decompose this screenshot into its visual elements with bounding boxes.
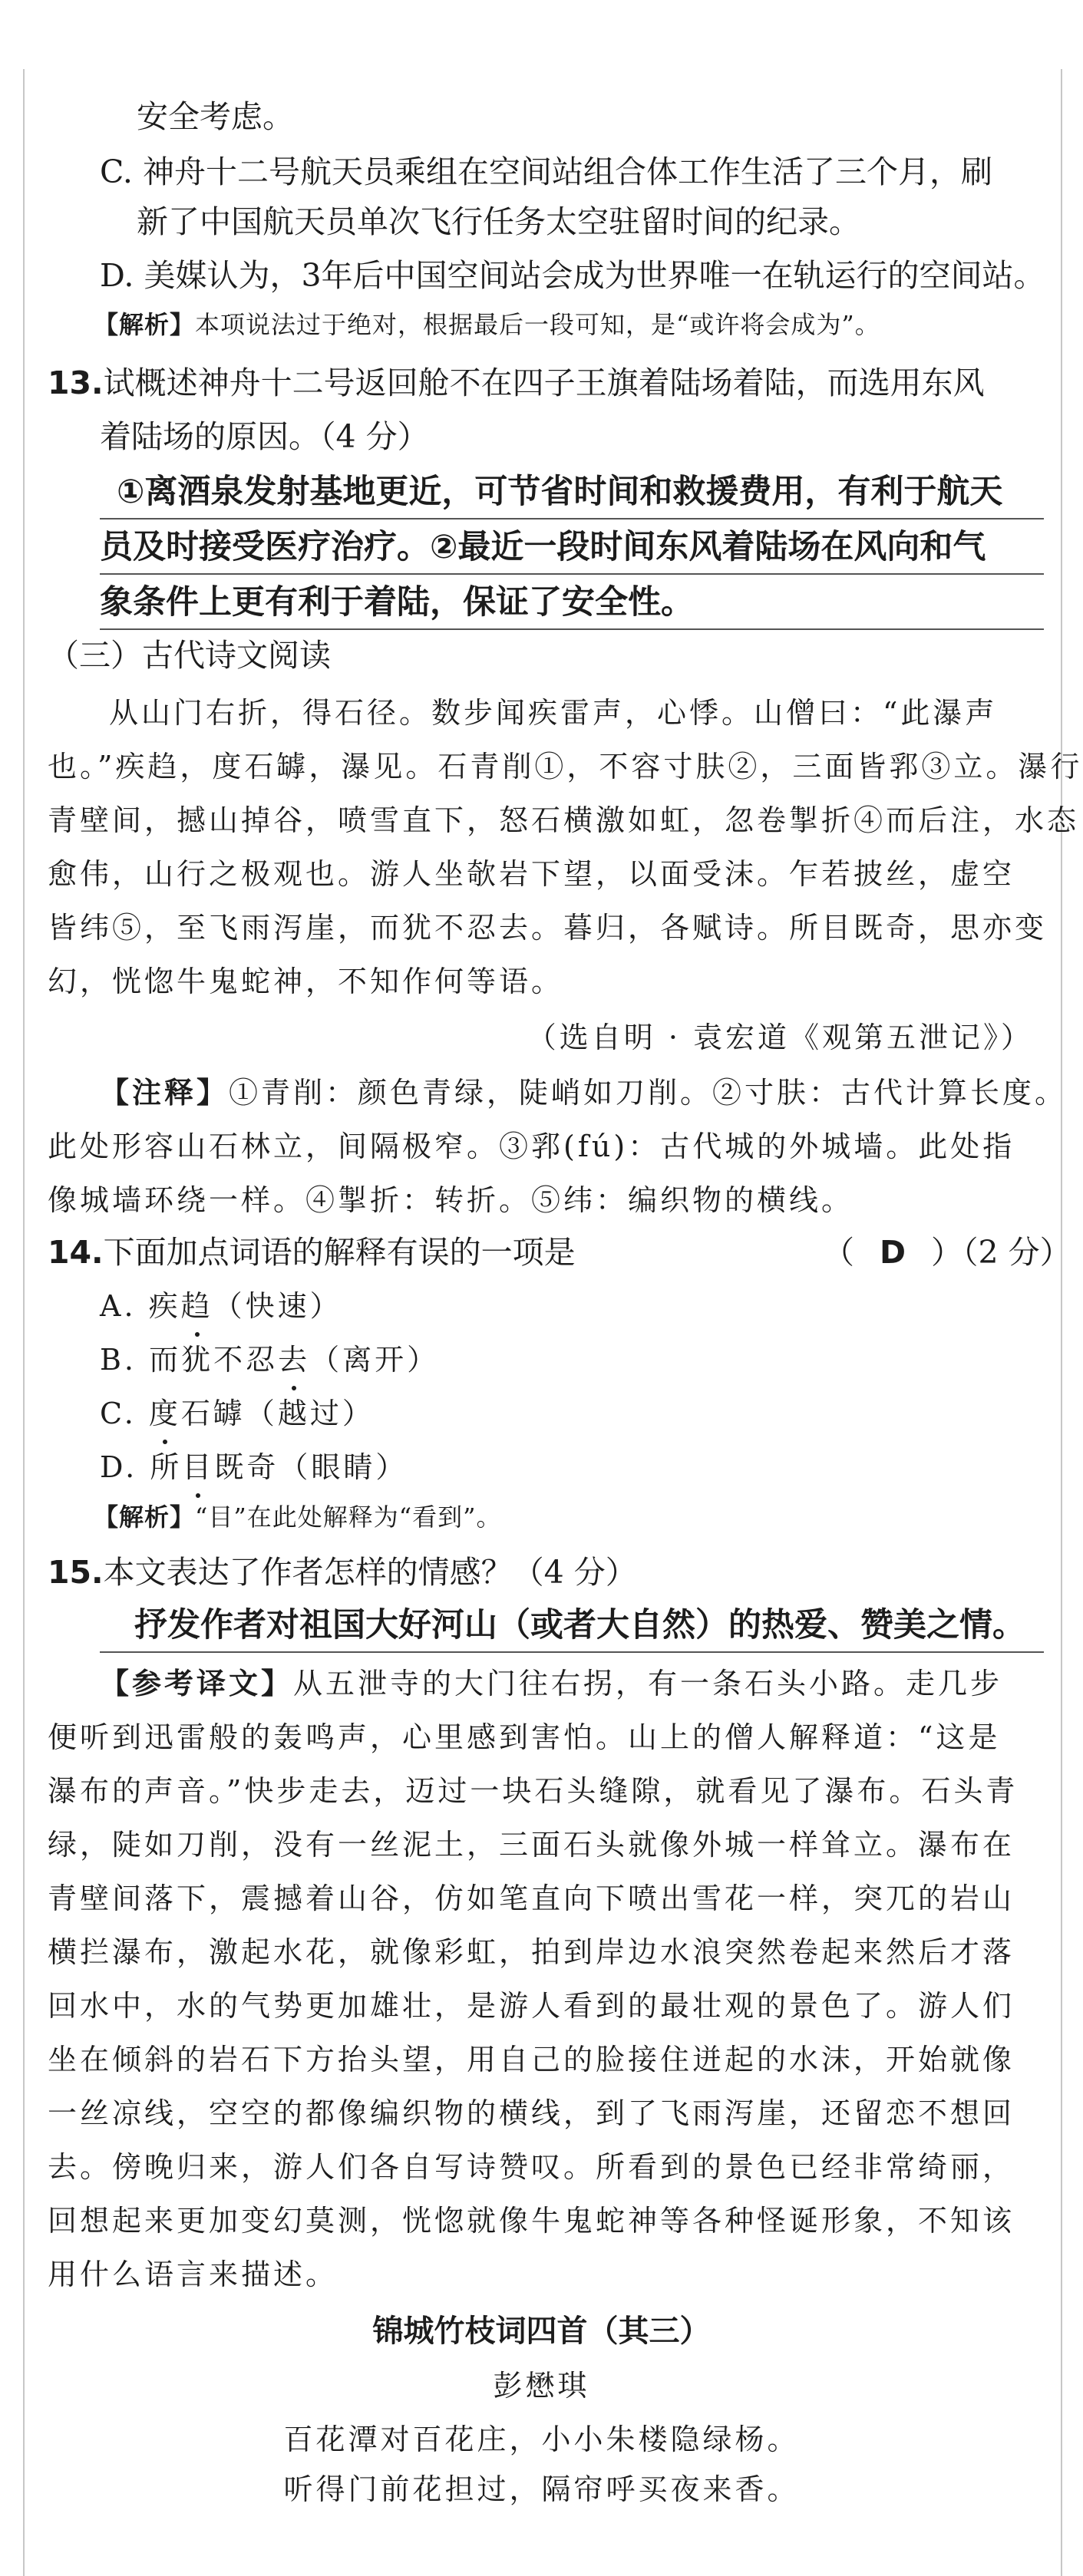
passage-line: 青壁间，撼山掉谷，喷雪直下，怒石横激如虹，忽卷掣折④而后注，水态 — [48, 803, 1080, 837]
option-letter: C. — [100, 1397, 149, 1430]
notes-tag: 【注释】 — [100, 1075, 229, 1110]
answer-underline — [100, 573, 1044, 575]
q14-analysis — [94, 1499, 501, 1535]
answer-underline — [100, 518, 1044, 519]
translation-line: 青壁间落下，震撼着山谷，仿如笔直向下喷出雪花一样，突兀的岩山 — [48, 1882, 1015, 1915]
poem-title: 锦城竹枝词四首（其三） — [372, 2314, 711, 2349]
question-number: 14. — [48, 1234, 104, 1271]
translation-line: 回想起来更加变幻莫测，恍惚就像牛鬼蛇神等各种怪诞形象，不知该 — [48, 2204, 1015, 2238]
option-d-line: D. 美媒认为，3年后中国空间站会成为世界唯一在轨运行的空间站。 — [100, 257, 1045, 294]
q13-line1 — [48, 357, 985, 409]
bracket-close: ） — [931, 1234, 962, 1271]
translation-line: 横拦瀑布，激起水花，就像彩虹，拍到岸边水浪突然卷起来然后才落 — [48, 1935, 1015, 1969]
passage-line: 从山门右折，得石径。数步闻疾雷声，心悸。山僧曰：“此瀑声 — [109, 696, 998, 730]
q13-line2: 着陆场的原因。（4 分） — [100, 418, 429, 455]
question-text: 下面加点词语的解释有误的一项是 — [103, 1234, 576, 1271]
bracket-open: （ — [823, 1234, 854, 1271]
option-text: 而犹不忍 — [149, 1343, 279, 1377]
q14-option-b — [100, 1334, 439, 1386]
translation-tag: 【参考译文】 — [100, 1666, 294, 1700]
translation-line: 去。傍晚归来，游人们各自写诗赞叹。所看到的景色已经非常绮丽， — [48, 2150, 1015, 2184]
dotted-word: 度 — [149, 1387, 181, 1440]
q14-stem — [48, 1226, 576, 1278]
notes-line: 像城墙环绕一样。④掣折：转折。⑤纬：编织物的横线。 — [48, 1183, 854, 1217]
option-letter: B. — [100, 1343, 150, 1377]
option-gloss: （越过） — [245, 1397, 375, 1430]
score: （2 分） — [962, 1234, 1071, 1271]
option-text: 既奇 — [214, 1450, 279, 1484]
poem-line: 百花潭对百花庄，小小朱楼隐绿杨。 — [283, 2423, 800, 2456]
q14-answer-bracket — [823, 1226, 1071, 1278]
translation-text: 从五泄寺的大门往右拐，有一条石头小路。走几步 — [293, 1667, 1003, 1700]
q15-answer: 抒发作者对祖国大好河山（或者大自然）的热爱、赞美之情。 — [134, 1606, 1025, 1644]
analysis-tag: 【解析】 — [94, 310, 196, 339]
passage-line: 愈伟，山行之极观也。游人坐欹岩下望，以面受沫。乍若披丝，虚空 — [48, 857, 1015, 891]
analysis-text: “目”在此处解释为“看到”。 — [195, 1502, 502, 1532]
question-number: 13. — [48, 364, 104, 401]
option-letter: A. — [100, 1289, 149, 1323]
option-gloss: （眼睛） — [279, 1450, 408, 1484]
question-number: 15. — [48, 1554, 104, 1591]
poem-line: 听得门前花担过，隔帘呼买夜来香。 — [283, 2472, 800, 2506]
translation-line: 用什么语言来描述。 — [48, 2258, 338, 2291]
q13-answer-line1: ①离酒泉发射基地更近，可节省时间和救援费用，有利于航天 — [117, 473, 1003, 511]
translation-line: 便听到迅雷般的轰鸣声，心里感到害怕。山上的僧人解释道：“这是 — [48, 1720, 1001, 1754]
passage-source: （选自明 · 袁宏道《观第五泄记》） — [527, 1021, 1033, 1054]
translation-line: 绿，陡如刀削，没有一丝泥土，三面石头就像外城一样耸立。瀑布在 — [48, 1828, 1015, 1862]
dotted-word: 趋 — [181, 1280, 213, 1332]
translation-line1 — [100, 1657, 1002, 1710]
left-margin-rule — [23, 69, 25, 2576]
notes-text: ①青削：颜色青绿，陡峭如刀削。②寸肤：古代计算长度。 — [229, 1076, 1068, 1110]
answer-underline — [100, 1651, 1044, 1653]
q14-answer: D — [879, 1234, 906, 1271]
notes-line: 此处形容山石林立，间隔极窄。③郛(fú)：古代城的外城墙。此处指 — [48, 1130, 1015, 1163]
option-b-continuation: 安全考虑。 — [137, 98, 294, 135]
translation-line: 坐在倾斜的岩石下方抬头望，用自己的脸接住迸起的水沫，开始就像 — [48, 2043, 1015, 2076]
poem-author: 彭懋琪 — [493, 2369, 590, 2403]
q13-answer-line2: 员及时接受医疗治疗。②最近一段时间东风着陆场在风向和气 — [100, 528, 986, 566]
q14-option-a — [100, 1280, 342, 1332]
translation-line: 瀑布的声音。”快步走去，迈过一块石头缝隙，就看见了瀑布。石头青 — [48, 1774, 1019, 1808]
q14-option-c — [100, 1387, 375, 1440]
passage-line: 幻，恍惚牛鬼蛇神，不知作何等语。 — [48, 965, 564, 998]
passage-line: 也。”疾趋，度石罅，瀑见。石青削①，不容寸肤②，三面皆郛③立。瀑行 — [48, 750, 1083, 783]
option-gloss: （离开） — [310, 1343, 440, 1377]
right-margin-rule — [1061, 69, 1062, 2576]
dotted-word: 去 — [278, 1334, 310, 1386]
question-text: 试概述神舟十二号返回舱不在四子王旗着陆场着陆，而选用东风 — [103, 364, 985, 401]
analysis-text: 本项说法过于绝对，根据最后一段可知，是“或许将会成为”。 — [195, 310, 880, 339]
option-c-line1: C. 神舟十二号航天员乘组在空间站组合体工作生活了三个月，刷 — [100, 153, 992, 190]
passage-line: 皆纬⑤，至飞雨泻崖，而犹不忍去。暮归，各赋诗。所目既奇，思亦变 — [48, 911, 1048, 945]
analysis-tag: 【解析】 — [94, 1502, 196, 1532]
question-text: 本文表达了作者怎样的情感？（4 分） — [103, 1554, 637, 1591]
q13-answer-line3: 象条件上更有利于着陆，保证了安全性。 — [100, 583, 694, 622]
q14-option-d — [100, 1441, 408, 1493]
option-c-line2: 新了中国航天员单次飞行任务太空驻留时间的纪录。 — [137, 203, 860, 240]
section-heading: （三）古代诗文阅读 — [48, 637, 331, 674]
option-gloss: （快速） — [213, 1289, 342, 1323]
q15-stem — [48, 1546, 637, 1598]
notes-line1 — [100, 1067, 1067, 1119]
option-text: 所 — [150, 1450, 183, 1484]
option-text: 石罅 — [180, 1397, 246, 1430]
q12-analysis — [94, 307, 880, 342]
option-letter: D. — [100, 1450, 150, 1484]
translation-line: 一丝凉线，空空的都像编织物的横线，到了飞雨泻崖，还留恋不想回 — [48, 2096, 1015, 2130]
translation-line: 回水中，水的气势更加雄壮，是游人看到的最壮观的景色了。游人们 — [48, 1989, 1015, 2023]
option-text: 疾 — [148, 1289, 181, 1323]
dotted-word: 目 — [182, 1441, 214, 1493]
